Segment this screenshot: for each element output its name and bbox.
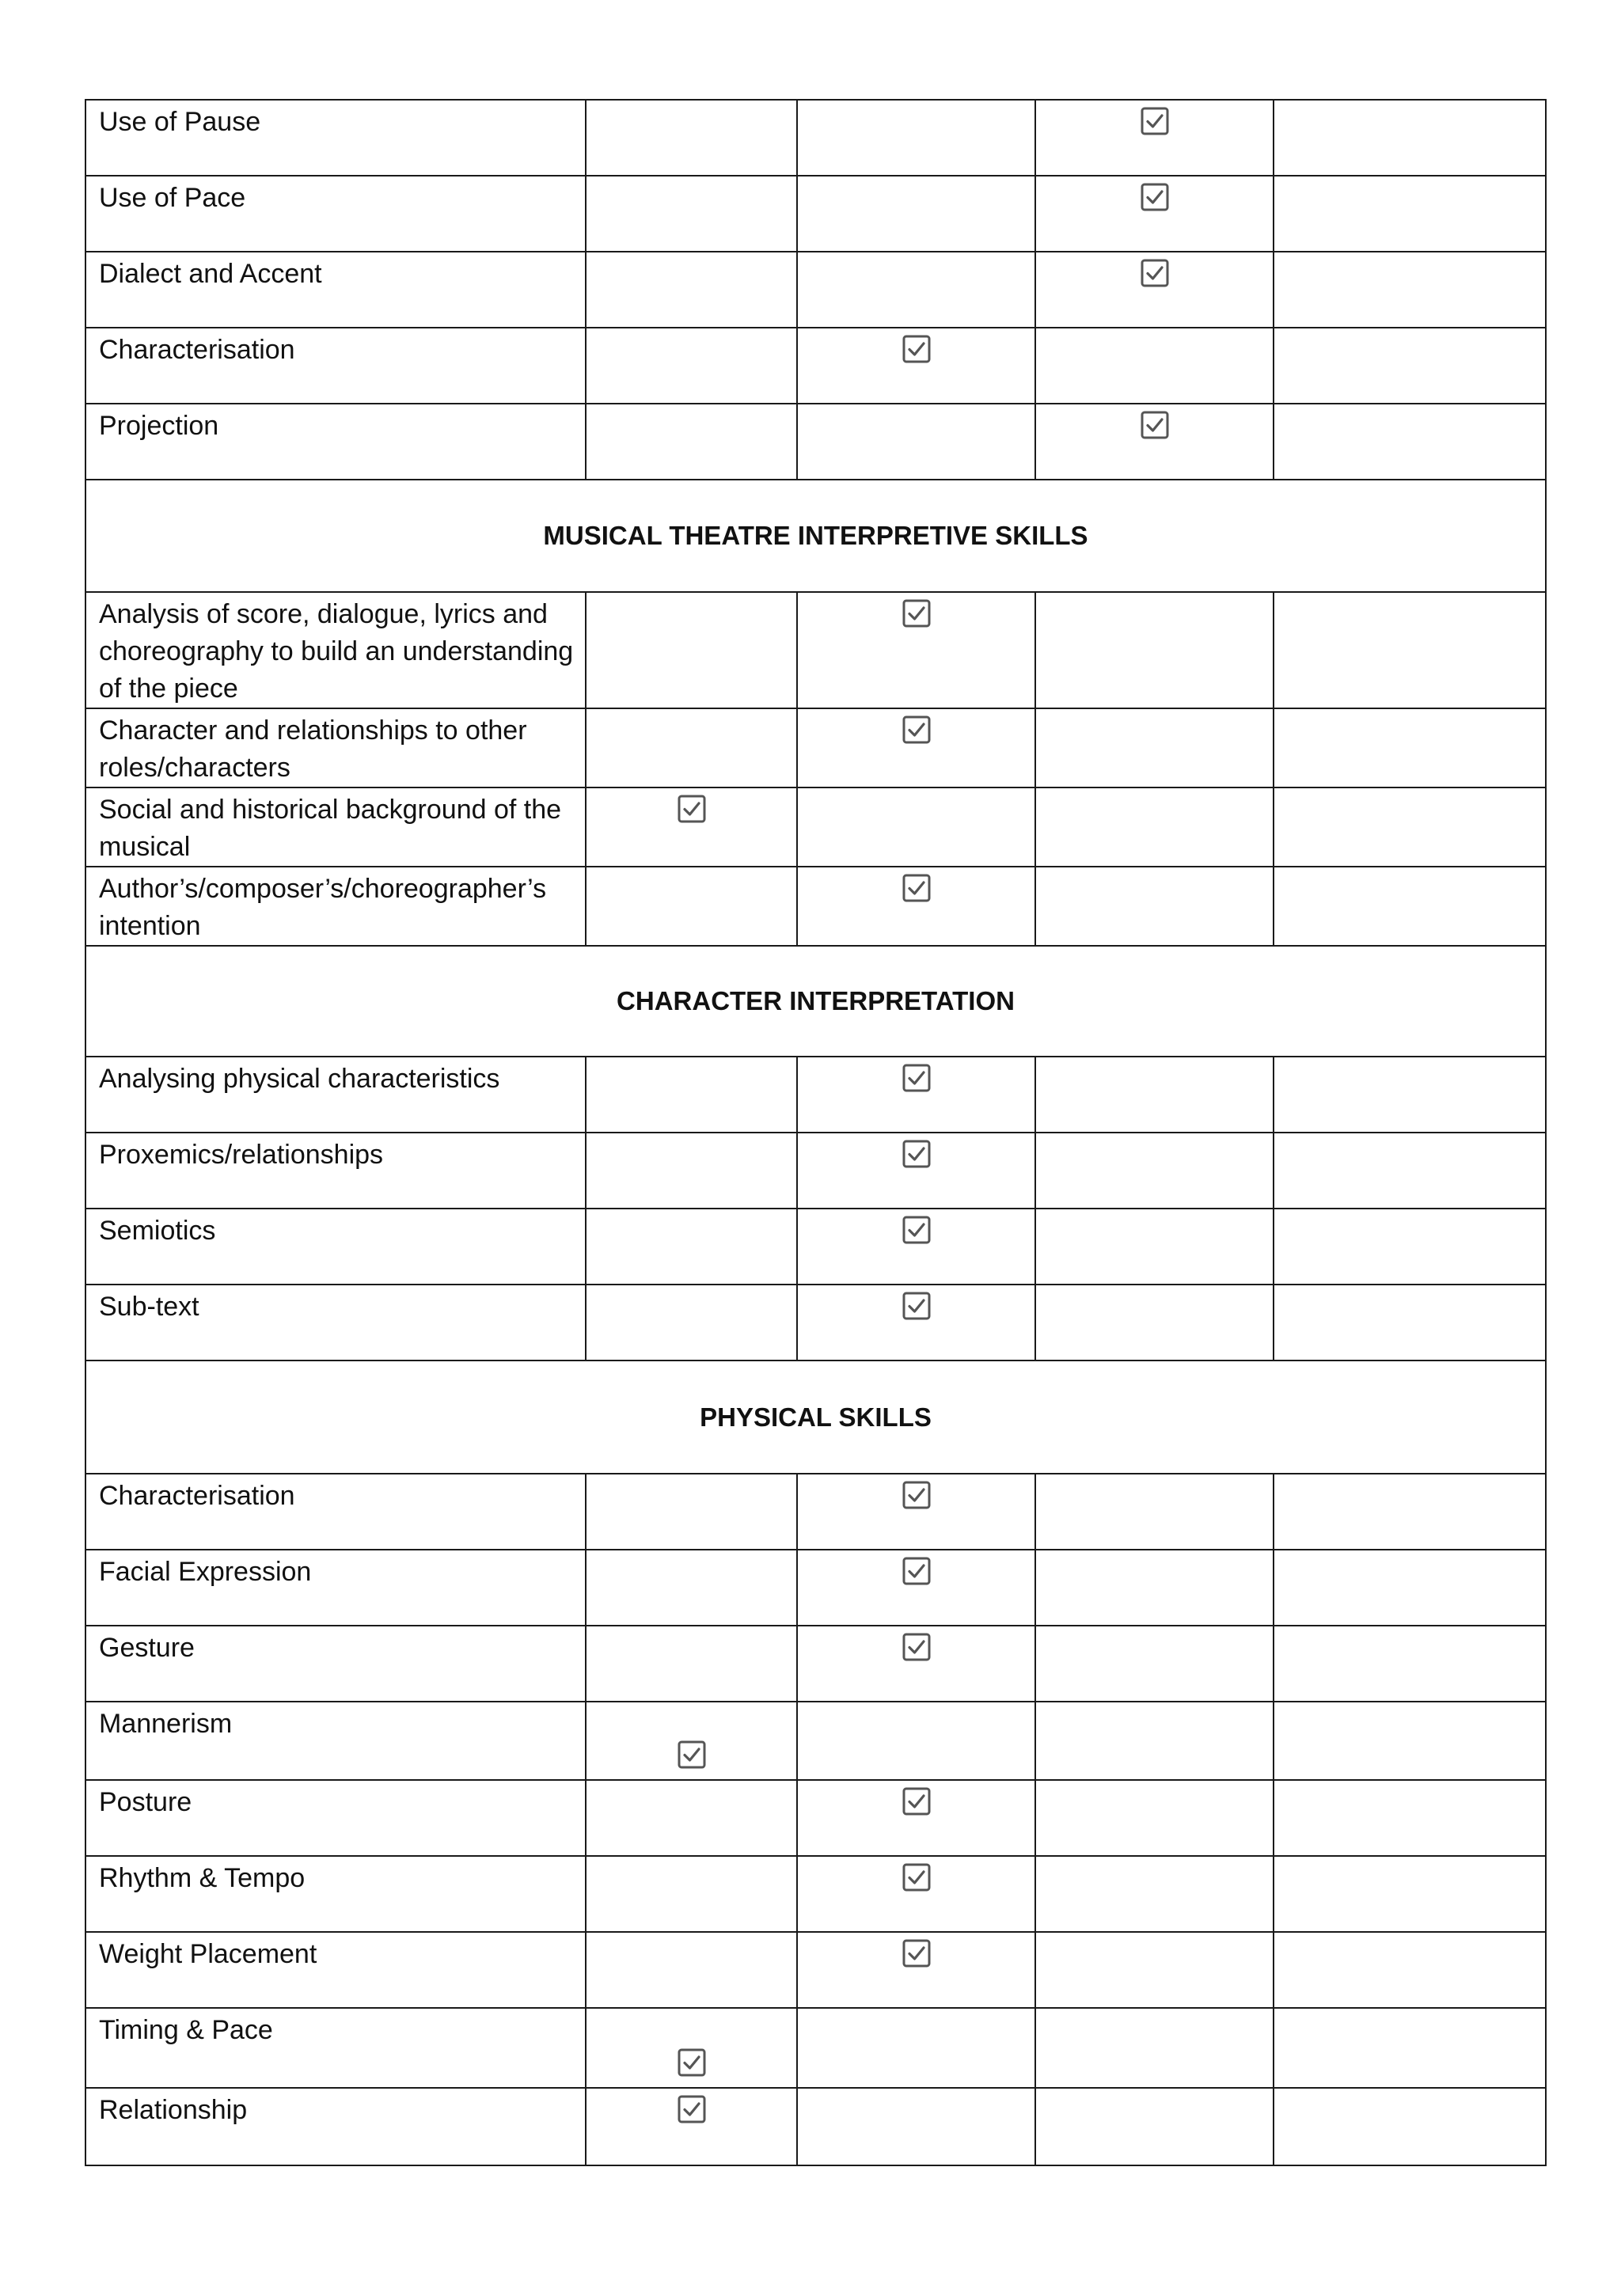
table-row — [85, 708, 1546, 787]
checked-checkbox-icon — [678, 2095, 706, 2123]
rating-cell-2 — [797, 252, 1035, 328]
rating-cell-3 — [1035, 592, 1274, 708]
table-row — [85, 787, 1546, 867]
rating-cell-1 — [586, 2088, 797, 2165]
rating-cell-4 — [1274, 1702, 1546, 1780]
checked-checkbox-icon — [902, 1140, 931, 1168]
rating-cell-3 — [1035, 1932, 1274, 2008]
rating-cell-2 — [797, 1856, 1035, 1932]
skill-label: Dialect and Accent — [85, 252, 586, 328]
rating-cell-1 — [586, 708, 797, 787]
rating-cell-3 — [1035, 404, 1274, 480]
rating-cell-1 — [586, 100, 797, 176]
table-row — [85, 1932, 1546, 2008]
rating-cell-3 — [1035, 2088, 1274, 2165]
skill-label: Use of Pause — [85, 100, 586, 176]
rating-cell-2 — [797, 2088, 1035, 2165]
checked-checkbox-icon — [902, 335, 931, 363]
rating-cell-1 — [586, 1702, 797, 1780]
skill-label: Use of Pace — [85, 176, 586, 252]
rating-cell-4 — [1274, 1856, 1546, 1932]
rating-cell-2 — [797, 867, 1035, 946]
section-title: MUSICAL THEATRE INTERPRETIVE SKILLS — [85, 480, 1546, 592]
rating-cell-1 — [586, 787, 797, 867]
section-header-row — [85, 946, 1546, 1057]
checked-checkbox-icon — [1141, 107, 1169, 135]
rating-cell-4 — [1274, 787, 1546, 867]
rating-cell-4 — [1274, 100, 1546, 176]
skill-label: Gesture — [85, 1626, 586, 1702]
checked-checkbox-icon — [1141, 411, 1169, 439]
checked-checkbox-icon — [902, 1292, 931, 1320]
rating-cell-3 — [1035, 1133, 1274, 1209]
checked-checkbox-icon — [678, 795, 706, 823]
rating-cell-1 — [586, 1057, 797, 1133]
rating-cell-1 — [586, 1780, 797, 1856]
skills-assessment-table — [85, 99, 1547, 2166]
table-row — [85, 1057, 1546, 1133]
checked-checkbox-icon — [902, 715, 931, 744]
rating-cell-4 — [1274, 708, 1546, 787]
rating-cell-4 — [1274, 1285, 1546, 1361]
rating-cell-2 — [797, 1133, 1035, 1209]
skill-label: Projection — [85, 404, 586, 480]
rating-cell-3 — [1035, 1285, 1274, 1361]
table-row — [85, 328, 1546, 404]
rating-cell-4 — [1274, 1626, 1546, 1702]
checked-checkbox-icon — [902, 1216, 931, 1244]
checked-checkbox-icon — [678, 1740, 706, 1769]
skill-label: Analysing physical characteristics — [85, 1057, 586, 1133]
rating-cell-2 — [797, 176, 1035, 252]
skill-label: Characterisation — [85, 1474, 586, 1550]
rating-cell-1 — [586, 1626, 797, 1702]
table-row — [85, 252, 1546, 328]
section-title: CHARACTER INTERPRETATION — [85, 946, 1546, 1057]
skill-label: Weight Placement — [85, 1932, 586, 2008]
checked-checkbox-icon — [1141, 183, 1169, 211]
table-row — [85, 1626, 1546, 1702]
rating-cell-3 — [1035, 1780, 1274, 1856]
rating-cell-3 — [1035, 708, 1274, 787]
rating-cell-2 — [797, 404, 1035, 480]
skill-label: Rhythm & Tempo — [85, 1856, 586, 1932]
checked-checkbox-icon — [902, 874, 931, 902]
rating-cell-1 — [586, 1285, 797, 1361]
table-row — [85, 1285, 1546, 1361]
rating-cell-3 — [1035, 328, 1274, 404]
rating-cell-1 — [586, 1474, 797, 1550]
rating-cell-2 — [797, 1932, 1035, 2008]
skill-label: Timing & Pace — [85, 2008, 586, 2088]
rating-cell-2 — [797, 1550, 1035, 1626]
checked-checkbox-icon — [1141, 259, 1169, 287]
rating-cell-1 — [586, 1133, 797, 1209]
table-row — [85, 1780, 1546, 1856]
rating-cell-4 — [1274, 867, 1546, 946]
rating-cell-3 — [1035, 1209, 1274, 1285]
rating-cell-2 — [797, 787, 1035, 867]
rating-cell-3 — [1035, 252, 1274, 328]
skill-label: Proxemics/relationships — [85, 1133, 586, 1209]
rating-cell-3 — [1035, 1057, 1274, 1133]
skill-label: Character and relationships to other roles/characters — [85, 708, 586, 787]
skill-label: Social and historical background of the musical — [85, 787, 586, 867]
checked-checkbox-icon — [902, 1787, 931, 1816]
checked-checkbox-icon — [902, 599, 931, 628]
rating-cell-1 — [586, 1209, 797, 1285]
section-header-row — [85, 1361, 1546, 1474]
rating-cell-4 — [1274, 1932, 1546, 2008]
rating-cell-1 — [586, 867, 797, 946]
table-row — [85, 1133, 1546, 1209]
table-row — [85, 1550, 1546, 1626]
skill-label: Characterisation — [85, 328, 586, 404]
rating-cell-2 — [797, 1702, 1035, 1780]
skill-label: Facial Expression — [85, 1550, 586, 1626]
table-row — [85, 1474, 1546, 1550]
rating-cell-2 — [797, 1285, 1035, 1361]
table-row — [85, 100, 1546, 176]
rating-cell-4 — [1274, 2008, 1546, 2088]
rating-cell-4 — [1274, 2088, 1546, 2165]
rating-cell-3 — [1035, 787, 1274, 867]
skill-label: Relationship — [85, 2088, 586, 2165]
rating-cell-4 — [1274, 592, 1546, 708]
table-row — [85, 1702, 1546, 1780]
rating-cell-3 — [1035, 1474, 1274, 1550]
section-header-row — [85, 480, 1546, 592]
rating-cell-4 — [1274, 176, 1546, 252]
rating-cell-3 — [1035, 867, 1274, 946]
rating-cell-2 — [797, 1780, 1035, 1856]
skill-label: Sub-text — [85, 1285, 586, 1361]
table-row — [85, 592, 1546, 708]
rating-cell-3 — [1035, 1702, 1274, 1780]
checked-checkbox-icon — [902, 1064, 931, 1092]
table-row — [85, 1856, 1546, 1932]
table-row — [85, 2088, 1546, 2165]
rating-cell-2 — [797, 2008, 1035, 2088]
rating-cell-4 — [1274, 328, 1546, 404]
table-row — [85, 2008, 1546, 2088]
skill-label: Analysis of score, dialogue, lyrics and choreography to build an understanding of the piece — [85, 592, 586, 708]
rating-cell-1 — [586, 1932, 797, 2008]
checked-checkbox-icon — [678, 2048, 706, 2077]
rating-cell-4 — [1274, 1057, 1546, 1133]
rating-cell-2 — [797, 328, 1035, 404]
checked-checkbox-icon — [902, 1863, 931, 1892]
rating-cell-4 — [1274, 1550, 1546, 1626]
table-row — [85, 176, 1546, 252]
rating-cell-4 — [1274, 1780, 1546, 1856]
rating-cell-4 — [1274, 252, 1546, 328]
rating-cell-2 — [797, 1626, 1035, 1702]
rating-cell-1 — [586, 328, 797, 404]
skill-label: Mannerism — [85, 1702, 586, 1780]
rating-cell-3 — [1035, 1626, 1274, 1702]
skill-label: Posture — [85, 1780, 586, 1856]
rating-cell-3 — [1035, 176, 1274, 252]
checked-checkbox-icon — [902, 1557, 931, 1585]
rating-cell-2 — [797, 100, 1035, 176]
rating-cell-1 — [586, 252, 797, 328]
rating-cell-2 — [797, 592, 1035, 708]
rating-cell-2 — [797, 1209, 1035, 1285]
rating-cell-4 — [1274, 404, 1546, 480]
checked-checkbox-icon — [902, 1939, 931, 1968]
rating-cell-2 — [797, 1057, 1035, 1133]
rating-cell-4 — [1274, 1133, 1546, 1209]
rating-cell-1 — [586, 1856, 797, 1932]
rating-cell-3 — [1035, 1550, 1274, 1626]
rating-cell-3 — [1035, 100, 1274, 176]
section-title: PHYSICAL SKILLS — [85, 1361, 1546, 1474]
rating-cell-1 — [586, 1550, 797, 1626]
table-row — [85, 867, 1546, 946]
skill-label: Semiotics — [85, 1209, 586, 1285]
rating-cell-2 — [797, 708, 1035, 787]
rating-cell-1 — [586, 404, 797, 480]
rating-cell-2 — [797, 1474, 1035, 1550]
skill-label: Author’s/composer’s/choreographer’s intention — [85, 867, 586, 946]
rating-cell-3 — [1035, 1856, 1274, 1932]
rating-cell-4 — [1274, 1209, 1546, 1285]
table-row — [85, 1209, 1546, 1285]
rating-cell-3 — [1035, 2008, 1274, 2088]
rating-cell-1 — [586, 592, 797, 708]
table-row — [85, 404, 1546, 480]
rating-cell-4 — [1274, 1474, 1546, 1550]
rating-cell-1 — [586, 2008, 797, 2088]
checked-checkbox-icon — [902, 1481, 931, 1509]
checked-checkbox-icon — [902, 1633, 931, 1661]
rating-cell-1 — [586, 176, 797, 252]
